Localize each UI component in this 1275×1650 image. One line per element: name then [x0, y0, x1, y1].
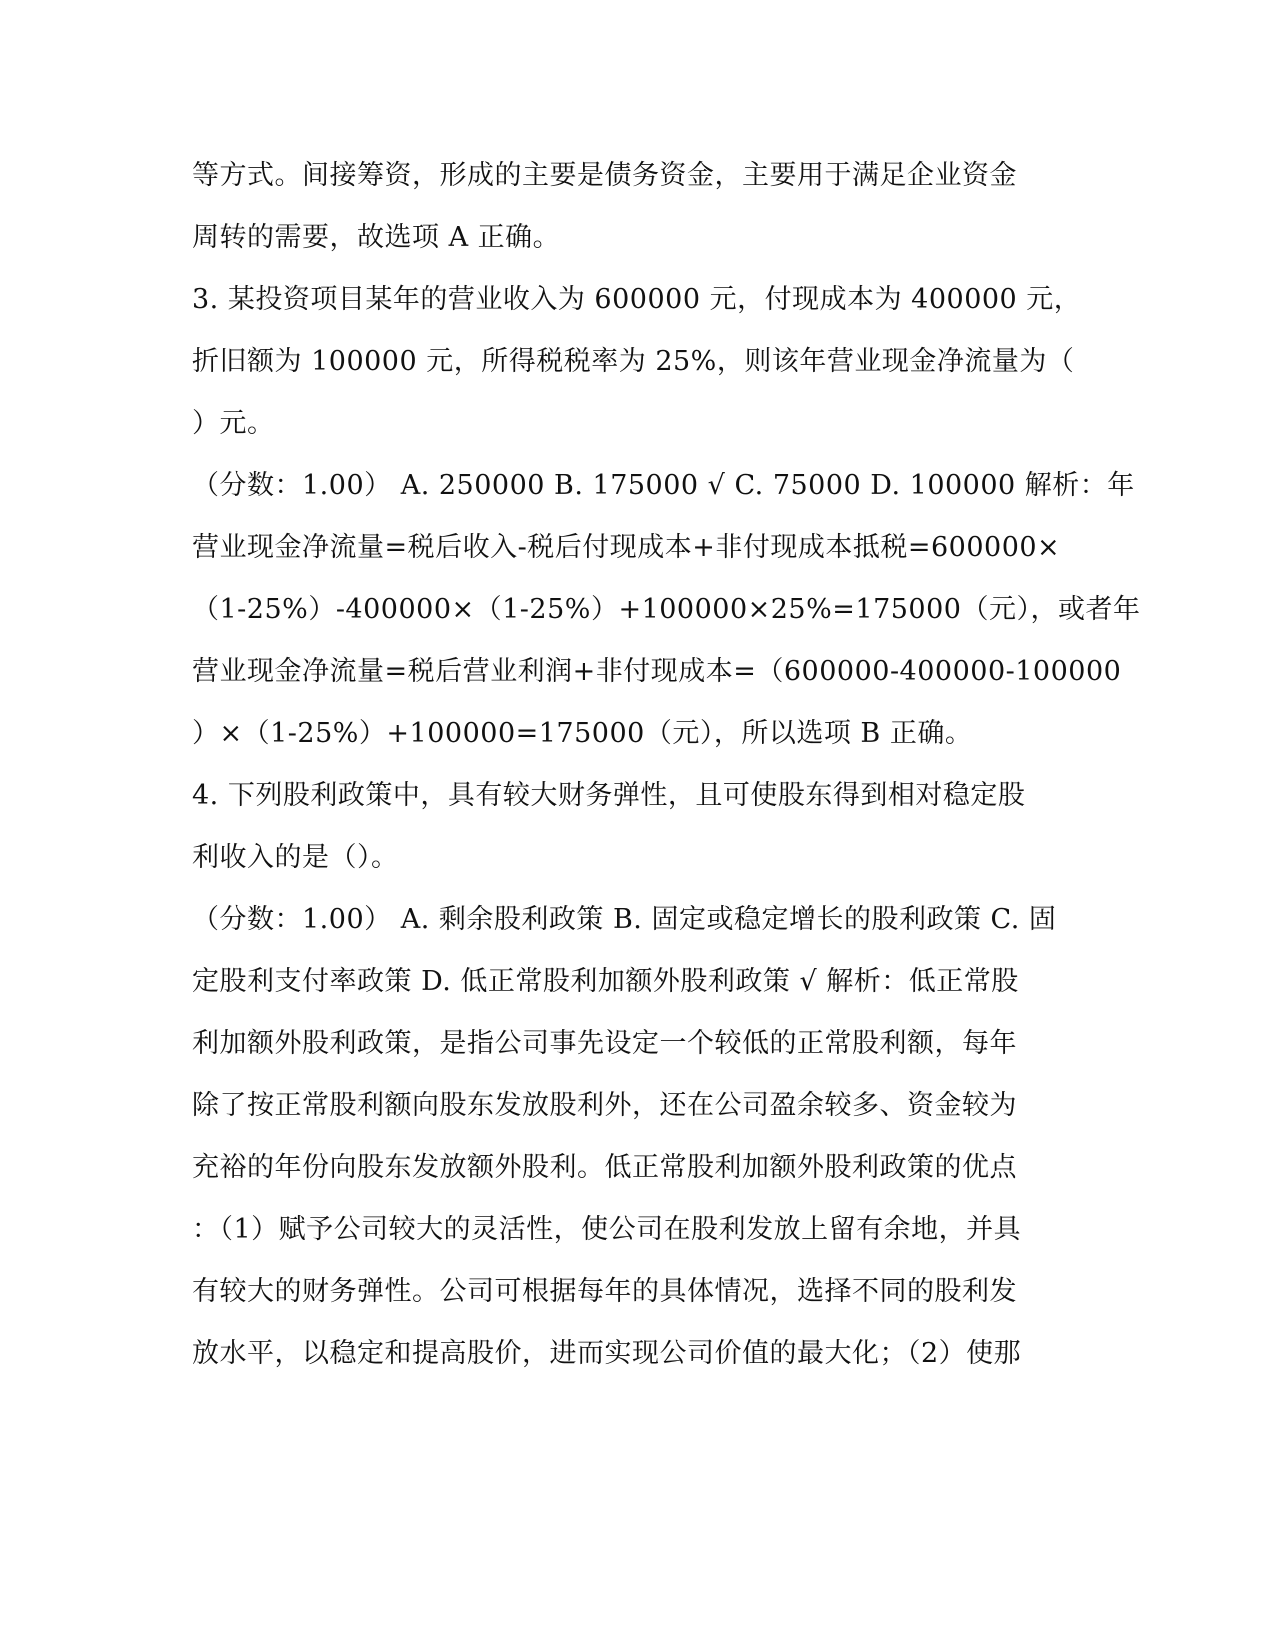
text-line: 周转的需要，故选项 A 正确。 [192, 222, 561, 253]
text-line: ：（1）赋予公司较大的灵活性，使公司在股利发放上留有余地，并具 [192, 1214, 1022, 1245]
text-line: 3. 某投资项目某年的营业收入为 600000 元，付现成本为 400000 元， [192, 284, 1082, 315]
text-line: ）×（1-25%）+100000=175000（元），所以选项 B 正确。 [192, 718, 973, 749]
text-line: ）元。 [192, 408, 275, 439]
text-line: 利收入的是（）。 [192, 842, 399, 873]
text-line: （1-25%）-400000×（1-25%）+100000×25%=175000（元），或者年 [192, 594, 1141, 625]
text-line: （分数：1.00） A. 剩余股利政策 B. 固定或稳定增长的股利政策 C. 固 [192, 904, 1057, 935]
text-line: 定股利支付率政策 D. 低正常股利加额外股利政策 √ 解析：低正常股 [192, 966, 1019, 997]
text-line: 充裕的年份向股东发放额外股利。低正常股利加额外股利政策的优点 [192, 1152, 1017, 1183]
text-line: 折旧额为 100000 元，所得税税率为 25%，则该年营业现金净流量为（ [192, 346, 1075, 377]
text-line: 利加额外股利政策，是指公司事先设定一个较低的正常股利额，每年 [192, 1028, 1017, 1059]
text-line: （分数：1.00） A. 250000 B. 175000 √ C. 75000 D. 100000 解析：年 [192, 470, 1135, 501]
text-line: 营业现金净流量=税后收入-税后付现成本+非付现成本抵税=600000× [192, 532, 1061, 563]
text-line: 4. 下列股利政策中，具有较大财务弹性，且可使股东得到相对稳定股 [192, 780, 1026, 811]
text-line: 有较大的财务弹性。公司可根据每年的具体情况，选择不同的股利发 [192, 1276, 1017, 1307]
text-line: 除了按正常股利额向股东发放股利外，还在公司盈余较多、资金较为 [192, 1090, 1017, 1121]
text-line: 等方式。间接筹资，形成的主要是债务资金，主要用于满足企业资金 [192, 160, 1017, 191]
text-line: 营业现金净流量=税后营业利润+非付现成本=（600000-400000-100000 [192, 656, 1122, 687]
text-line: 放水平，以稳定和提高股价，进而实现公司价值的最大化；（2）使那 [192, 1338, 1022, 1369]
